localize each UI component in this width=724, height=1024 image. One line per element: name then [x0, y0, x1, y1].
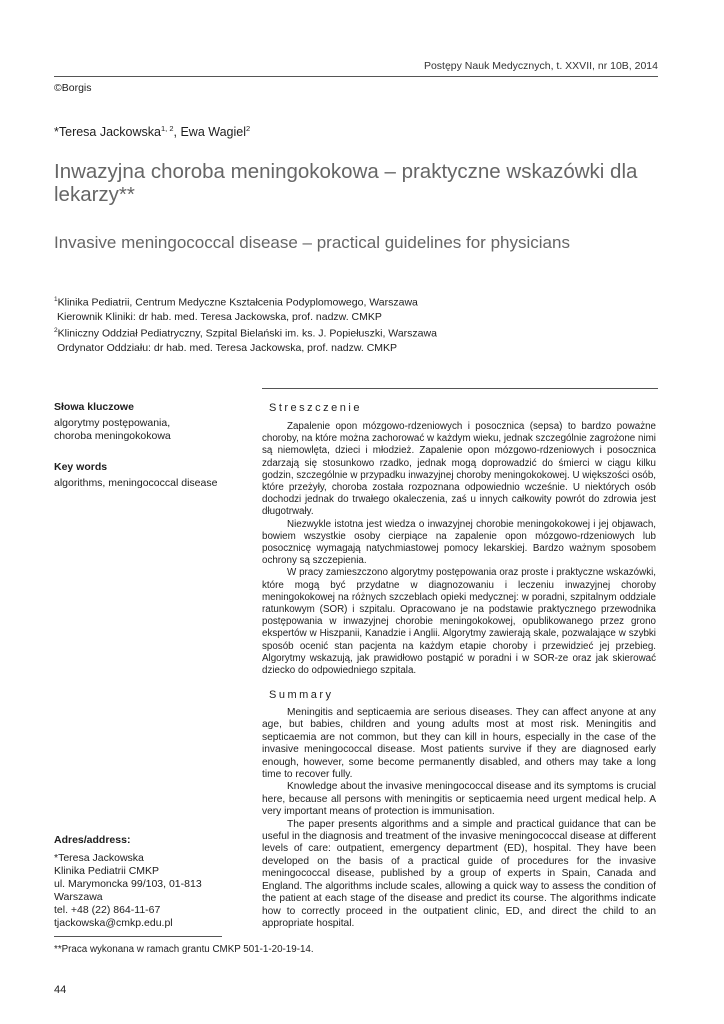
affiliation-2: [54, 324, 437, 341]
abstract-english: [262, 707, 656, 930]
header-divider: [54, 76, 658, 77]
abstract-paragraph: Zapalenie opon mózgowo-rdzeniowych i posocznica (sepsa) to bardzo poważne choroby, na które można zachorować w każdym wieku, jednak szczególnie zagrożone nimi są niemowlęta, dzieci i młodzież. Zapalenie opon mózgowo-rdzeniowych i posocznica zdarzają się stosunkowo rzadko, jednak mogą doprowadzić do śmierci w ciągu kilku godzin, szczególnie w przypadku inwazyjnej choroby meningokokowej. U większości osób, które przeżyły, choroba została rozpoznana odpowiednio wcześnie. U niektórych osób dochodzi jednak do trwałego okaleczenia, zaś u innych całkowity powrót do zdrowia jest długotrwały.: [262, 421, 656, 518]
summary-heading: Summary: [269, 689, 334, 701]
affiliation-1-mark: 1: [54, 296, 58, 303]
author-separator: ,: [173, 125, 181, 140]
summary-paragraph: The paper presents algorithms and a simple and practical guidance that can be useful in the diagnosis and treatment of the invasive meningococcal disease at different levels of care: outpatient, emergency department (ED), hospital. They have been developed on the basis of a practical guide of procedures for the invasive meningococcal disease, published by a group of experts in Spain, Canada and England. The algorithms include scales, allowing a quick way to assess the condition of the patient at each stage of the disease and predict its course. The algorithms indicate how to correctly proceed in the outpatient clinic, ED, and direct the child to an appropriate hospital.: [262, 818, 656, 929]
affiliation-2-head: Ordynator Oddziału: dr hab. med. Teresa Jackowska, prof. nadzw. CMKP: [57, 341, 398, 354]
author-2-name: Ewa Wagiel: [180, 125, 247, 140]
address-line: ul. Marymoncka 99/103, 01-813 Warszawa: [54, 878, 202, 903]
correspondence-address: [54, 834, 249, 930]
keywords-polish: [54, 401, 249, 443]
address-line: *Teresa Jackowska: [54, 852, 144, 864]
abstract-paragraph: W pracy zamieszczono algorytmy postępowania oraz proste i praktyczne wskazówki, które mogą być przydatne w diagnozowaniu i leczeniu inwazyjnej choroby meningokokowej na różnych szczeblach opieki medycznej: w poradni, szpitalnym oddziale ratunkowym (SOR) i szpitalu. Opracowano je na podstawie praktycznego przewodnika postępowania w inwazyjnej chorobie meningokokowej, opublikowanego przez grono ekspertów w Hiszpanii, Kanadzie i Anglii. Algorytmy zawierają skale, pozwalające w szybki sposób ocenić stan pacjenta na każdym etapie choroby i przewidzieć jej przebieg. Algorytmy wskazują, jak prawidłowo postąpić w poradni i w SOR-ze oraz jak skierować dziecko do odpowiedniego szpitala.: [262, 567, 656, 677]
abstract-paragraph: Niezwykle istotna jest wiedza o inwazyjnej chorobie meningokokowej i jej objawach, bowiem wszystkie osoby cierpiące na zapalenie opon mózgowo-rdzeniowych lub posocznicę wymagają natychmiastowej pomocy lekarskiej. Bardzo ważnym sposobem ochrony są szczepienia.: [262, 518, 656, 567]
address-email: tjackowska@cmkp.edu.pl: [54, 917, 173, 929]
author-1-name: *Teresa Jackowska: [54, 125, 161, 140]
address-line: tel. +48 (22) 864-11-67: [54, 904, 161, 916]
affiliation-2-institution: Kliniczny Oddział Pediatryczny, Szpital Bielański im. ks. J. Popiełuszki, Warszawa: [57, 327, 437, 340]
abstract-polish: [262, 421, 656, 677]
keywords-polish-heading: Słowa kluczowe: [54, 401, 134, 413]
affiliation-1-head: Kierownik Kliniki: dr hab. med. Teresa Jackowska, prof. nadzw. CMKP: [57, 310, 382, 323]
journal-citation: Postępy Nauk Medycznych, t. XXVII, nr 10B, 2014: [423, 60, 658, 72]
summary-paragraph: Knowledge about the invasive meningococcal disease and its symptoms is crucial here, because all persons with meningitis or septicaemia need urgent medical help. A very important means of protection is immunisation.: [262, 781, 656, 818]
summary-paragraph: Meningitis and septicaemia are serious diseases. They can affect anyone at any age, but babies, children and young adults most at most risk. Meningitis and septicaemia are not common, but they can kill in hours, especially in the case of the invasive meningococcal disease. Most patients survive if they are diagnosed early enough, however, some become permanently disabled, and others may take a long time to recover fully.: [262, 707, 656, 781]
author-2-affiliation-mark: 2: [246, 124, 251, 133]
title-polish: Inwazyjna choroba meningokokowa – praktyczne wskazówki dla lekarzy**: [54, 160, 638, 206]
keywords-english: [54, 461, 249, 490]
keywords-polish-line-2: choroba meningokokowa: [54, 430, 171, 442]
abstract-divider: [262, 388, 658, 389]
affiliation-1-institution: Klinika Pediatrii, Centrum Medyczne Kształcenia Podyplomowego, Warszawa: [57, 296, 418, 309]
grant-footnote: **Praca wykonana w ramach grantu CMKP 501-1-20-19-14.: [54, 944, 314, 955]
footnote-divider: [54, 936, 222, 937]
address-line: Klinika Pediatrii CMKP: [54, 865, 160, 877]
publisher-label: ©Borgis: [54, 82, 92, 94]
keywords-english-heading: Key words: [54, 461, 108, 473]
affiliation-2-mark: 2: [54, 327, 58, 335]
keywords-english-text: algorithms, meningococcal disease: [54, 477, 218, 489]
author-line: [54, 124, 250, 139]
page-number: 44: [54, 984, 67, 996]
affiliations: [54, 293, 437, 355]
author-1-affiliation-mark: 1, 2: [161, 124, 174, 133]
streszczenie-heading: Streszczenie: [269, 402, 362, 414]
affiliation-1: [54, 293, 437, 310]
address-heading: Adres/address:: [54, 834, 131, 846]
keywords-polish-line-1: algorytmy postępowania,: [54, 417, 171, 429]
title-english: Invasive meningococcal disease – practical guidelines for physicians: [54, 233, 570, 252]
